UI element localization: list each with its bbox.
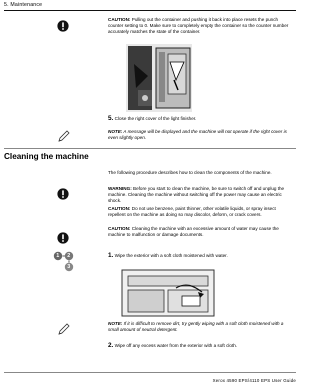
step-text: Wipe off any excess water from the exterior with a soft cloth. [114,343,238,348]
warning-block [108,186,294,205]
running-header: 5. Maintenance [4,2,43,8]
steps-icon [53,250,75,272]
caution-block-3 [108,226,294,238]
step-5 [108,116,294,122]
note-pen-icon [58,130,70,142]
steps-icon-num-1: 1 [56,253,60,260]
footer-text: Xerox 4590 EPS/4110 EPS User Guide [212,378,296,383]
step-1 [108,253,294,259]
caution-label: CAUTION: [108,226,131,231]
caution-label: CAUTION: [108,206,131,211]
note-block-2 [108,321,294,333]
note-text: If it is difficult to remove dirt, try gently wiping with a soft cloth moistened with a small amount of neutral detergent. [108,321,284,333]
step-2 [108,343,294,349]
note-label: NOTE: [108,129,123,134]
caution-text: Pulling out the container and pushing it back into place resets the punch counter setting to 0. Make sure to completely empty the container so the counter number accurately matches the state of the container. [108,17,289,35]
note-label: NOTE: [108,321,123,326]
warning-text: Before you start to clean the machine, be sure to switch off and unplug the machine. Cleaning the machine without switching off the power may cause an electric shock. [108,186,285,204]
caution-icon [57,20,69,32]
caution-text: Do not use benzene, paint thinner, other volatile liquids, or spray insect repellent on the machine as doing so may discolor, deform, or crack covers. [108,206,276,218]
step-number: 5. [108,115,114,122]
warning-icon [57,188,69,200]
caution-block-2 [108,206,294,218]
warning-label: WARNING: [108,186,132,191]
note-block [108,129,294,141]
note-text: A message will be displayed and the machine will not operate if the right cover is even slightly open. [108,129,287,141]
caution-label: CAUTION: [108,17,131,22]
steps-icon-num-3: 3 [67,264,71,271]
section-title: Cleaning the machine [4,152,89,161]
step-text: Wipe the exterior with a soft cloth moistened with water. [114,253,228,258]
caution-text: Cleaning the machine with an excessive amount of water may cause the machine to malfunction or damage documents. [108,226,279,238]
steps-icon-num-2: 2 [67,253,71,260]
note-pen-icon [58,323,70,335]
section-rule [4,148,296,149]
caution-block [108,17,294,36]
intro-paragraph: The following procedure describes how to clean the components of the machine. [108,170,272,175]
machine-exterior-illustration [116,264,220,322]
finisher-container-illustration [126,44,192,112]
header-rule [4,10,296,11]
step-text: Close the right cover of the light finisher. [114,116,197,121]
footer-rule [4,372,296,373]
step-number: 1. [108,252,114,259]
caution-icon-3 [57,232,69,244]
step-number: 2. [108,342,114,349]
